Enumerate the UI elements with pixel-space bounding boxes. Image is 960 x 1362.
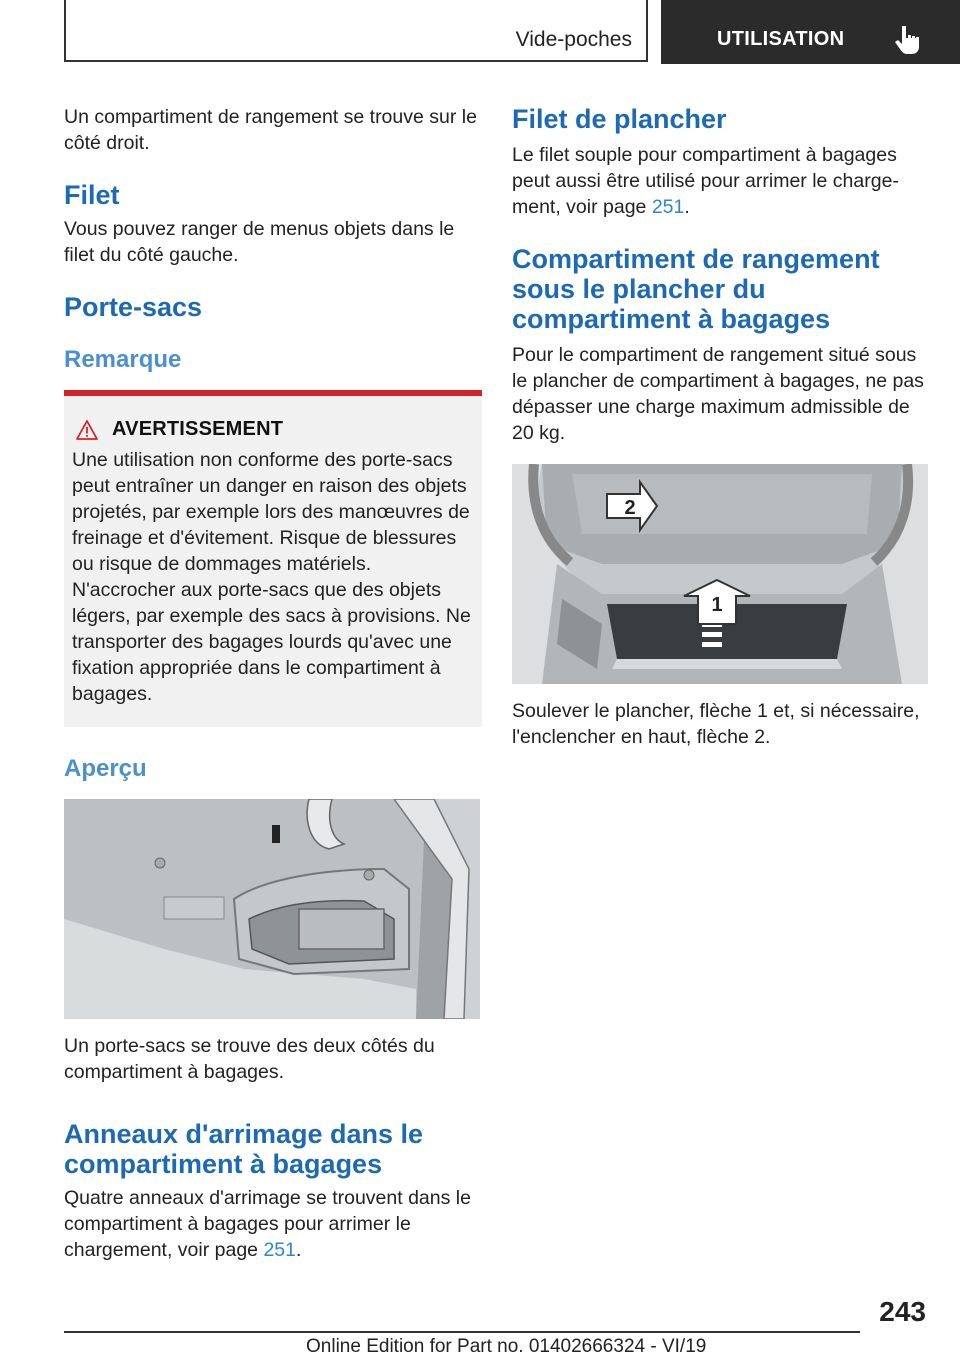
trunk-side-photo	[64, 799, 480, 1019]
section-title-filet-plancher: Filet de plancher	[512, 104, 727, 134]
anneaux-end: .	[296, 1239, 302, 1261]
warning-box	[64, 390, 482, 727]
anneaux-paragraph	[64, 1185, 482, 1263]
filet-paragraph: Vous pouvez ranger de menus objets dans le filet du côté gauche.	[64, 218, 455, 266]
arrow-label-1: 1	[711, 594, 723, 616]
warning-title: AVERTISSEMENT	[112, 418, 284, 440]
warning-header	[72, 418, 474, 441]
warning-triangle-icon	[76, 420, 98, 440]
subsection-title-apercu: Aperçu	[64, 755, 147, 782]
left-column	[64, 104, 482, 1263]
footer-edition: Online Edition for Part no. 01402666324 - VI/19	[306, 1336, 707, 1357]
page-number: 243	[879, 1296, 926, 1327]
section-title-compartiment: Compartiment de rangement sous le plancher du compartiment à bagages	[512, 244, 880, 334]
filet-plancher-text: Le filet souple pour compartiment à bagages peut aussi être utilisé pour arrimer le chargement, voir page	[512, 144, 899, 218]
footer-divider	[64, 1331, 860, 1333]
header-section-title: Vide-poches	[515, 28, 632, 51]
apercu-caption: Un porte-sacs se trouve des deux côtés du compartiment à bagages.	[64, 1035, 435, 1083]
anneaux-text: Quatre anneaux d'arrimage se trouvent dans le compartiment à bagages pour arrimer le chargement, voir page	[64, 1187, 471, 1261]
right-column	[512, 104, 930, 750]
arrow-label-2: 2	[624, 497, 636, 519]
intro-paragraph: Un compartiment de rangement se trouve sur le côté droit.	[64, 106, 477, 154]
header-chapter-tab	[661, 0, 960, 64]
anneaux-page-link[interactable]: 251	[263, 1239, 296, 1261]
section-title-porte-sacs: Porte-sacs	[64, 292, 203, 322]
header-section-frame	[64, 0, 648, 62]
trunk-floor-photo	[512, 464, 928, 684]
compartiment-paragraph: Pour le compartiment de rangement situé sous le plancher de compartiment à bagages, ne pas dépasser une charge maximum admissible de 20 kg.	[512, 344, 924, 444]
header-chapter-title: UTILISATION	[717, 28, 845, 50]
filet-plancher-end: .	[684, 196, 690, 218]
photo-caption: Soulever le plancher, flèche 1 et, si nécessaire, l'enclencher en haut, flèche 2.	[512, 700, 920, 748]
filet-plancher-paragraph	[512, 142, 930, 220]
warning-text: Une utilisation non conforme des porte-sacs peut entraîner un danger en raison des objets projetés, par exemple lors des manœuvres de freinage et d'évitement. Risque de blessures ou risque de dommages matériels. N'accrocher aux porte-sacs que des objets légers, par exemple des sacs à provisions. Ne transporter des bagages lourds qu'avec une fixation appropriée dans le compartiment à bagages.	[72, 449, 471, 705]
filet-plancher-page-link[interactable]: 251	[651, 196, 685, 218]
pointing-hand-icon	[893, 24, 921, 56]
section-title-filet: Filet	[64, 180, 120, 210]
section-title-anneaux: Anneaux d'arrimage dans le compartiment à bagages	[64, 1119, 424, 1179]
subsection-title-remarque: Remarque	[64, 346, 182, 373]
